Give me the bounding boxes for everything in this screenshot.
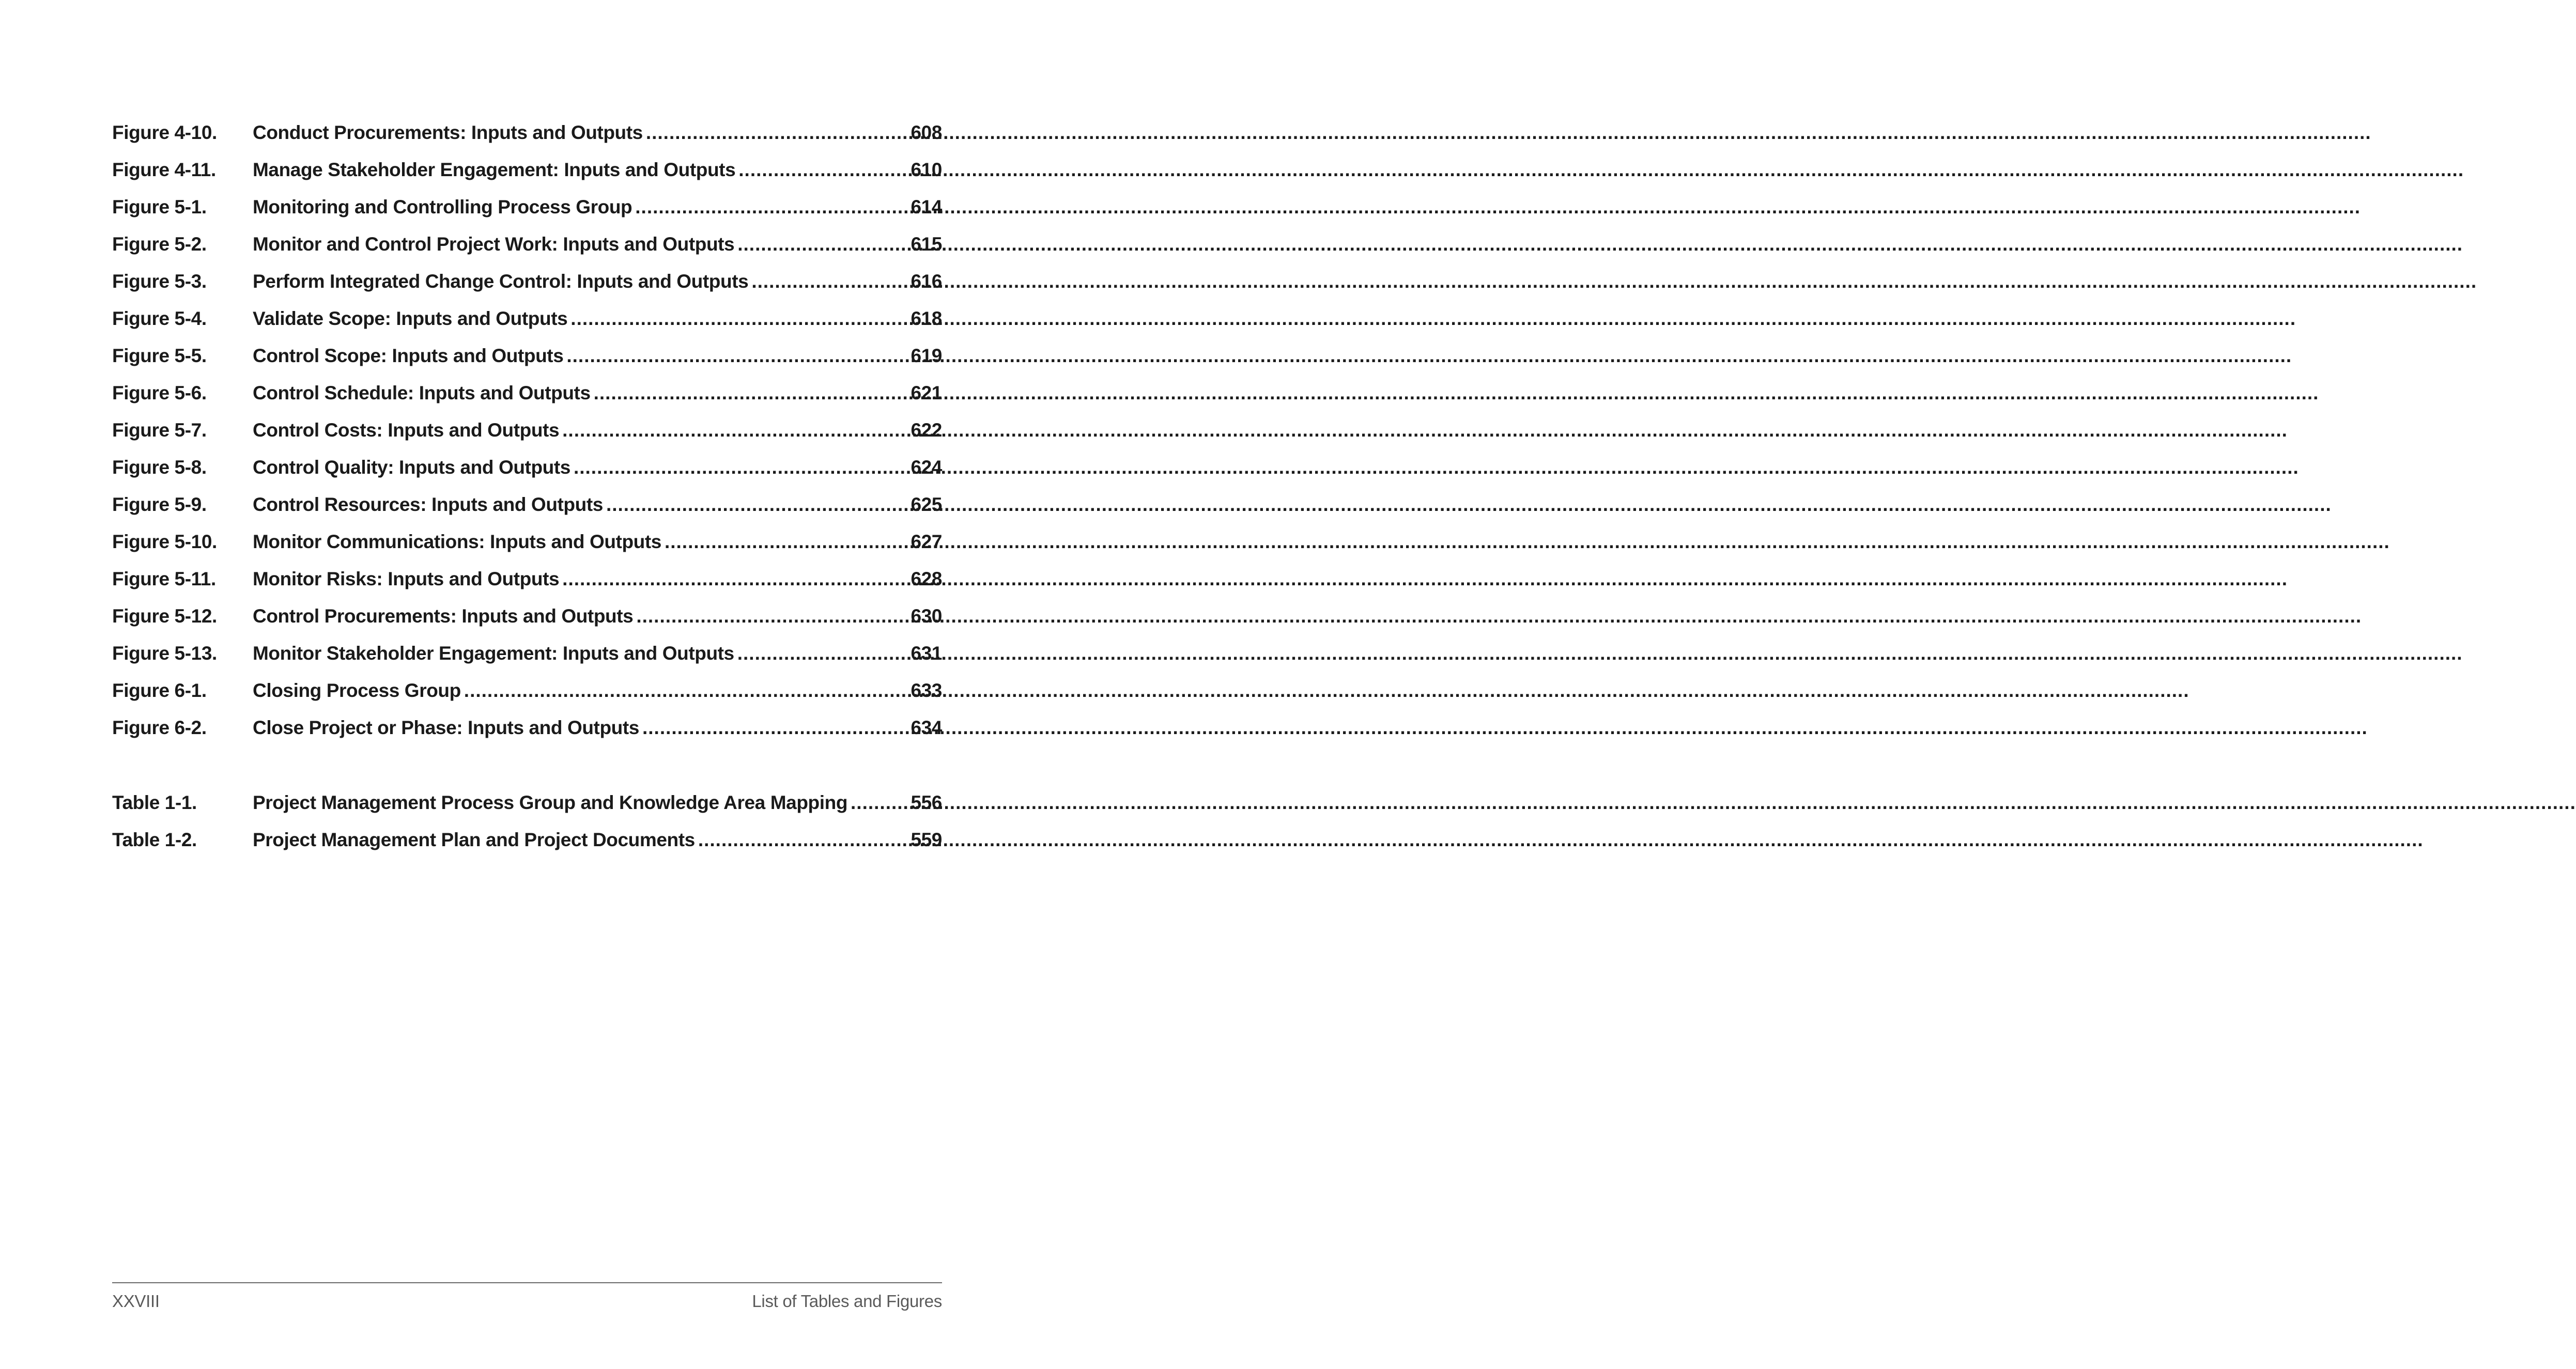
entry-title: Closing Process Group	[253, 680, 461, 701]
entry-title: Manage Stakeholder Engagement: Inputs and Outputs	[253, 159, 736, 180]
toc-entry	[112, 452, 942, 483]
entry-label: Figure 5-3.	[112, 271, 207, 292]
toc-entry	[112, 601, 942, 632]
entry-label: Figure 6-1.	[112, 680, 207, 701]
entry-title: Control Resources: Inputs and Outputs	[253, 494, 603, 515]
toc-entry	[112, 154, 942, 185]
dot-leader	[566, 340, 908, 371]
entry-title: Close Project or Phase: Inputs and Outputs	[253, 717, 639, 738]
entry-page-number: 615	[911, 234, 942, 255]
entry-page-number: 628	[911, 568, 942, 589]
dot-leader	[642, 712, 908, 743]
toc-entry	[112, 712, 942, 743]
entry-label: Table 1-2.	[112, 829, 197, 850]
entry-title: Monitoring and Controlling Process Group	[253, 196, 633, 217]
entry-page-number: 627	[911, 531, 942, 552]
entry-title: Control Quality: Inputs and Outputs	[253, 457, 570, 478]
dot-leader	[646, 117, 909, 148]
toc-entry	[112, 229, 942, 260]
footer-section-title: List of Tables and Figures	[752, 1292, 942, 1311]
toc-entry	[112, 489, 942, 520]
dot-leader	[594, 378, 909, 409]
toc-entry	[112, 675, 942, 706]
entry-page-number: 619	[911, 345, 942, 366]
entry-title: Monitor Risks: Inputs and Outputs	[253, 568, 560, 589]
entry-page-number: 625	[911, 494, 942, 515]
entry-label: Figure 5-2.	[112, 234, 207, 255]
dot-leader	[635, 192, 908, 223]
entry-label: Figure 5-11.	[112, 568, 216, 589]
dot-leader	[751, 266, 908, 297]
entry-page-number: 616	[911, 271, 942, 292]
entry-title: Control Schedule: Inputs and Outputs	[253, 382, 591, 403]
toc-entry	[112, 564, 942, 595]
toc-entry	[112, 415, 942, 446]
entry-page-number: 634	[911, 717, 942, 738]
entry-page-number: 631	[911, 643, 942, 664]
entry-title: Monitor Communications: Inputs and Outputs	[253, 531, 661, 552]
entry-label: Figure 5-6.	[112, 382, 207, 403]
entry-title: Control Procurements: Inputs and Outputs	[253, 605, 634, 627]
entry-label: Figure 5-5.	[112, 345, 207, 366]
dot-leader	[738, 154, 908, 185]
dot-leader	[562, 415, 908, 446]
dot-leader	[570, 303, 908, 334]
entry-label: Figure 5-13.	[112, 643, 217, 664]
entry-page-number: 621	[911, 382, 942, 403]
dot-leader	[574, 452, 909, 483]
entry-label: Figure 5-10.	[112, 531, 217, 552]
toc-entry	[112, 340, 942, 371]
toc-entry	[112, 266, 942, 297]
entry-label: Figure 4-11.	[112, 159, 216, 180]
entry-title: Control Costs: Inputs and Outputs	[253, 419, 560, 441]
toc-entry	[112, 787, 942, 818]
entry-page-number: 556	[911, 792, 942, 813]
entry-page-number: 618	[911, 308, 942, 329]
entry-page-number: 608	[911, 122, 942, 143]
entry-page-number: 624	[911, 457, 942, 478]
dot-leader	[737, 638, 909, 669]
toc-entry	[112, 526, 942, 557]
entry-title: Control Scope: Inputs and Outputs	[253, 345, 564, 366]
entry-label: Figure 4-10.	[112, 122, 217, 143]
toc-entry	[112, 117, 942, 148]
entry-title: Project Management Process Group and Knowledge Area Mapping	[253, 792, 848, 813]
entry-label: Figure 5-4.	[112, 308, 207, 329]
entry-label: Figure 5-8.	[112, 457, 207, 478]
dot-leader	[464, 675, 909, 706]
dot-leader	[636, 601, 908, 632]
entry-page-number: 614	[911, 196, 942, 217]
entry-label: Figure 5-7.	[112, 419, 207, 441]
toc-entry	[112, 378, 942, 409]
dot-leader	[665, 526, 908, 557]
dot-leader	[737, 229, 908, 260]
dot-leader	[562, 564, 908, 595]
dot-leader	[698, 824, 909, 855]
entry-label: Figure 5-9.	[112, 494, 207, 515]
toc-entry	[112, 303, 942, 334]
entry-title: Perform Integrated Change Control: Inputs and Outputs	[253, 271, 749, 292]
entry-label: Figure 5-12.	[112, 605, 217, 627]
entry-page-number: 633	[911, 680, 942, 701]
footer-divider	[112, 1282, 942, 1283]
entry-label: Table 1-1.	[112, 792, 197, 813]
footer-page-number: XXVIII	[112, 1292, 160, 1311]
entry-title: Monitor and Control Project Work: Inputs and Outputs	[253, 234, 735, 255]
entry-page-number: 610	[911, 159, 942, 180]
entry-page-number: 559	[911, 829, 942, 850]
toc-entry	[112, 638, 942, 669]
entry-title: Monitor Stakeholder Engagement: Inputs and Outputs	[253, 643, 734, 664]
document-page	[0, 0, 1058, 1369]
entry-title: Project Management Plan and Project Documents	[253, 829, 695, 850]
entry-label: Figure 5-1.	[112, 196, 207, 217]
toc-entry	[112, 824, 942, 855]
dot-leader	[606, 489, 909, 520]
dot-leader	[851, 787, 908, 818]
entry-label: Figure 6-2.	[112, 717, 207, 738]
entry-title: Validate Scope: Inputs and Outputs	[253, 308, 568, 329]
entry-title: Conduct Procurements: Inputs and Outputs	[253, 122, 643, 143]
entry-page-number: 630	[911, 605, 942, 627]
entry-page-number: 622	[911, 419, 942, 441]
toc-entry	[112, 192, 942, 223]
